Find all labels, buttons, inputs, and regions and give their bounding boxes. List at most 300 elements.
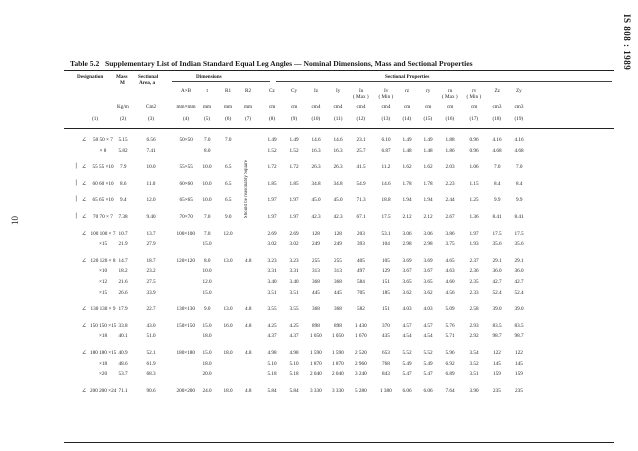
subheader-rv: ( Min ) <box>466 94 482 100</box>
iy-cell: 1 590 <box>332 350 344 356</box>
iz-cell: 445 <box>312 289 320 296</box>
zy-cell: 35.6 <box>514 241 524 248</box>
angle-symbol: ∠ <box>81 137 87 143</box>
iz-cell: 14.6 <box>311 137 321 143</box>
rv-cell: 2.35 <box>469 279 479 285</box>
rz-cell: 1.94 <box>402 197 412 204</box>
col-number-1: (1) <box>92 116 99 122</box>
r1-cell: 13.0 <box>223 257 233 264</box>
t-cell: 24.0 <box>202 387 212 394</box>
cz-cell: 5.10 <box>267 360 277 367</box>
iv-cell: 370 <box>382 322 390 329</box>
col-number-6: (6) <box>225 116 232 122</box>
iz-cell: 1 870 <box>310 360 322 367</box>
iu-cell: 71.3 <box>356 197 366 204</box>
mass-cell: 53.7 <box>118 371 128 378</box>
col-number-8: (8) <box>269 116 276 122</box>
mass-cell: 8.6 <box>120 180 127 187</box>
mass-cell: 18.2 <box>118 268 128 275</box>
header-ry: ry <box>426 88 431 94</box>
zz-cell: 35.6 <box>492 241 502 248</box>
rv-cell: 1.06 <box>469 164 479 171</box>
cy-cell: 1.85 <box>289 180 299 187</box>
designation-cell: 65 65 ×10 <box>92 197 114 204</box>
area-cell: 23.2 <box>146 268 156 275</box>
iv-cell: 17.5 <box>381 214 391 220</box>
designation-cell: ×12 <box>99 279 108 285</box>
r1-cell: 6.5 <box>225 197 232 204</box>
rv-cell: 3.54 <box>469 350 479 356</box>
designation-cell: × 8 <box>99 147 107 154</box>
page-number: 10 <box>10 216 20 225</box>
ru-cell: 2.44 <box>445 197 455 204</box>
ab-cell: 120×120 <box>176 257 195 264</box>
ru-cell: 2.23 <box>445 180 455 187</box>
zy-cell: 9.9 <box>516 197 523 204</box>
iy-cell: 2 040 <box>332 371 344 378</box>
iu-cell: 54.9 <box>356 180 366 187</box>
zz-cell: 145 <box>493 360 501 367</box>
cy-cell: 1.72 <box>289 164 299 171</box>
cz-cell: 4.98 <box>267 350 277 356</box>
ry-cell: 4.57 <box>423 322 433 329</box>
ru-cell: 4.56 <box>445 289 455 296</box>
header-area-symbol: Area, a <box>139 80 156 86</box>
table-number: Table 5.2 <box>70 59 100 68</box>
col-number-18: (18) <box>492 116 502 122</box>
r1-cell: 6.5 <box>225 180 232 187</box>
iy-cell: 3 330 <box>332 387 344 394</box>
rv-cell: 2.58 <box>469 306 479 313</box>
iv-cell: 768 <box>382 360 390 367</box>
r2-cell: 4.8 <box>245 322 252 329</box>
mass-cell: 40.9 <box>118 350 128 356</box>
designation-cell: 130 130 × 9 <box>90 306 116 313</box>
ab-cell: 100×100 <box>176 230 195 237</box>
unit-5: mm <box>244 104 253 110</box>
iu-cell: 393 <box>357 241 365 248</box>
designation-cell: 100 100 × 7 <box>90 230 116 237</box>
area-cell: 27.9 <box>146 241 156 248</box>
mass-cell: 21.9 <box>118 241 128 248</box>
iv-cell: 105 <box>382 257 390 264</box>
cz-cell: 3.23 <box>267 257 277 264</box>
table-title <box>70 59 473 68</box>
mass-cell: 17.9 <box>118 306 128 313</box>
area-cell: 22.7 <box>146 306 156 313</box>
unit-6: cm <box>269 104 276 110</box>
zz-cell: 36.0 <box>492 268 502 275</box>
zy-cell: 145 <box>515 360 523 367</box>
rz-cell: 5.49 <box>402 360 412 367</box>
cz-cell: 3.31 <box>267 268 277 275</box>
ab-cell: 180×180 <box>176 350 195 356</box>
zz-cell: 9.9 <box>494 197 501 204</box>
iy-cell: 42.3 <box>333 214 343 220</box>
iy-cell: 368 <box>334 306 342 313</box>
cy-cell: 3.40 <box>289 279 299 285</box>
col-number-3: (3) <box>148 116 155 122</box>
iz-cell: 1 050 <box>310 333 322 340</box>
iu-cell: 23.1 <box>356 137 366 143</box>
rv-cell: 1.15 <box>469 180 479 187</box>
ab-cell: 50×50 <box>179 137 193 143</box>
t-cell: 7.0 <box>204 214 211 220</box>
t-cell: 7.0 <box>204 137 211 143</box>
t-cell: 20.0 <box>202 371 212 378</box>
t-cell: 12.0 <box>202 279 212 285</box>
ry-cell: 5.52 <box>423 350 433 356</box>
zz-cell: 98.7 <box>492 333 502 340</box>
margin-mark: | <box>75 179 77 186</box>
designation-cell: ×15 <box>99 241 108 248</box>
col-number-10: (10) <box>311 116 321 122</box>
col-number-14: (14) <box>402 116 412 122</box>
iu-cell: 497 <box>357 268 365 275</box>
ab-cell: 200×200 <box>176 387 195 394</box>
rz-cell: 1.78 <box>402 180 412 187</box>
iy-cell: 249 <box>334 241 342 248</box>
zz-cell: 4.68 <box>492 147 502 154</box>
iu-cell: 3 240 <box>355 371 367 378</box>
iv-cell: 6.10 <box>381 137 391 143</box>
zz-cell: 8.4 <box>494 180 501 187</box>
rv-cell: 3.52 <box>469 360 479 367</box>
area-cell: 9.40 <box>146 214 156 220</box>
designation-cell: 50 50 × 7 <box>93 137 113 143</box>
designation-cell: 60 60 ×10 <box>92 180 114 187</box>
zy-cell: 235 <box>515 387 523 394</box>
ab-cell: 150×150 <box>176 322 195 329</box>
iv-cell: 14.6 <box>381 180 391 187</box>
cy-cell: 2.69 <box>289 230 299 237</box>
col-number-5: (5) <box>204 116 211 122</box>
mass-cell: 5.15 <box>118 137 128 143</box>
angle-symbol: ∠ <box>81 306 87 313</box>
iz-cell: 128 <box>312 230 320 237</box>
ru-cell: 3.86 <box>445 230 455 237</box>
angle-symbol: ∠ <box>81 197 87 204</box>
r1-cell: 12.0 <box>223 230 233 237</box>
iz-cell: 34.8 <box>311 180 321 187</box>
margin-mark: | <box>75 213 77 219</box>
ry-cell: 3.06 <box>423 230 433 237</box>
rz-cell: 4.03 <box>402 306 412 313</box>
area-cell: 10.0 <box>146 164 156 171</box>
zy-cell: 29.1 <box>514 257 524 264</box>
r1-cell: 18.0 <box>223 387 233 394</box>
mass-cell: 7.38 <box>118 214 128 220</box>
col-number-7: (7) <box>245 116 252 122</box>
ry-cell: 5.47 <box>423 371 433 378</box>
ry-cell: 1.78 <box>423 180 433 187</box>
area-cell: 90.6 <box>146 387 156 394</box>
header-designation: Designation <box>77 74 104 80</box>
ru-cell: 5.71 <box>445 333 455 340</box>
iu-cell: 584 <box>357 279 365 285</box>
area-cell: 33.9 <box>146 289 156 296</box>
cy-cell: 3.55 <box>289 306 299 313</box>
ab-cell: 65×65 <box>179 197 193 204</box>
iz-cell: 16.3 <box>311 147 321 154</box>
iz-cell: 42.3 <box>311 214 321 220</box>
zy-cell: 42.7 <box>514 279 524 285</box>
unit-9: cm4 <box>333 104 343 110</box>
col-number-13: (13) <box>381 116 391 122</box>
t-cell: 7.0 <box>204 230 211 237</box>
iu-cell: 2 520 <box>355 350 367 356</box>
ru-cell: 4.60 <box>445 279 455 285</box>
iy-cell: 313 <box>334 268 342 275</box>
header-r1: R1 <box>225 88 232 94</box>
angle-symbol: ∠ <box>81 387 87 394</box>
iz-cell: 368 <box>312 279 320 285</box>
cy-cell: 3.23 <box>289 257 299 264</box>
rv-cell: 1.25 <box>469 197 479 204</box>
designation-cell: 200 200 ×24 <box>90 387 117 394</box>
area-cell: 43.0 <box>146 322 156 329</box>
angle-symbol: ∠ <box>81 257 87 264</box>
area-cell: 11.0 <box>146 180 156 187</box>
cy-cell: 5.10 <box>289 360 299 367</box>
angle-symbol: ∠ <box>81 350 87 356</box>
unit-7: cm <box>291 104 298 110</box>
header-area: Sectional <box>138 74 159 80</box>
t-cell: 18.0 <box>202 360 212 367</box>
ry-cell: 2.98 <box>423 241 433 248</box>
mass-cell: 48.6 <box>118 360 128 367</box>
designation-cell: ×18 <box>99 333 108 340</box>
mass-cell: 7.9 <box>120 164 127 171</box>
rz-cell: 6.06 <box>402 387 412 394</box>
iz-cell: 1 590 <box>310 350 322 356</box>
ru-cell: 7.64 <box>445 387 455 394</box>
angle-symbol: ∠ <box>81 230 87 237</box>
area-cell: 27.5 <box>146 279 156 285</box>
ru-cell: 3.75 <box>445 241 455 248</box>
ru-cell: 6.89 <box>445 371 455 378</box>
iu-cell: 5 280 <box>355 387 367 394</box>
rz-cell: 4.57 <box>402 322 412 329</box>
cz-cell: 4.37 <box>267 333 277 340</box>
iz-cell: 2 040 <box>310 371 322 378</box>
cz-cell: 5.84 <box>267 387 277 394</box>
t-cell: 18.0 <box>202 333 212 340</box>
rz-cell: 2.12 <box>402 214 412 220</box>
sectional-underline <box>276 81 612 82</box>
dimensions-underline <box>172 81 270 82</box>
mass-cell: 26.6 <box>118 289 128 296</box>
mass-cell: 33.8 <box>118 322 128 329</box>
zz-cell: 235 <box>493 387 501 394</box>
ry-cell: 1.62 <box>423 164 433 171</box>
cy-cell: 4.25 <box>289 322 299 329</box>
angle-symbol: ∠ <box>81 180 87 187</box>
ru-cell: 1.86 <box>445 147 455 154</box>
zz-cell: 122 <box>493 350 501 356</box>
angle-symbol: ∠ <box>81 164 87 171</box>
ry-cell: 2.12 <box>423 214 433 220</box>
unit-11: cm4 <box>381 104 391 110</box>
col-number-16: (16) <box>445 116 455 122</box>
iu-cell: 203 <box>357 230 365 237</box>
subheader-ru: ( Max ) <box>442 94 458 100</box>
header-iz: Iz <box>314 88 319 94</box>
iu-cell: 67.1 <box>356 214 366 220</box>
iy-cell: 128 <box>334 230 342 237</box>
rz-cell: 1.49 <box>402 137 412 143</box>
header-iv: Iv <box>384 88 389 94</box>
zy-cell: 17.5 <box>514 230 524 237</box>
rv-cell: 2.92 <box>469 333 479 340</box>
area-cell: 6.56 <box>146 137 156 143</box>
zz-cell: 83.5 <box>492 322 502 329</box>
iy-cell: 445 <box>334 289 342 296</box>
iz-cell: 249 <box>312 241 320 248</box>
iv-cell: 843 <box>382 371 390 378</box>
header-cy: Cy <box>291 88 298 94</box>
designation-cell: ×20 <box>99 371 108 378</box>
cz-cell: 5.18 <box>267 371 277 378</box>
t-cell: 10.0 <box>202 164 212 171</box>
cz-cell: 4.25 <box>267 322 277 329</box>
rz-cell: 5.52 <box>402 350 412 356</box>
header-r2: R2 <box>245 88 252 94</box>
header-t: t <box>206 88 208 94</box>
col-number-12: (12) <box>356 116 366 122</box>
cy-cell: 3.31 <box>289 268 299 275</box>
iv-cell: 185 <box>382 289 390 296</box>
iv-cell: 104 <box>382 241 390 248</box>
t-cell: 15.0 <box>202 241 212 248</box>
header-ab: A×B <box>181 88 192 94</box>
cy-cell: 1.97 <box>289 197 299 204</box>
rv-cell: 2.37 <box>469 257 479 264</box>
rv-cell: 2.33 <box>469 289 479 296</box>
rz-cell: 3.67 <box>402 268 412 275</box>
iz-cell: 368 <box>312 306 320 313</box>
mass-cell: 40.1 <box>118 333 128 340</box>
t-cell: 15.0 <box>202 289 212 296</box>
r1-cell: 6.5 <box>225 164 232 171</box>
header-zz: Zz <box>494 88 500 94</box>
mass-cell: 14.7 <box>118 257 128 264</box>
unit-2: mm×mm <box>176 104 196 110</box>
iv-cell: 53.1 <box>381 230 391 237</box>
iu-cell: 1 430 <box>355 322 367 329</box>
ry-cell: 4.54 <box>423 333 433 340</box>
unit-15: cm <box>471 104 478 110</box>
header-dimensions: Dimensions <box>196 74 222 80</box>
rz-cell: 1.48 <box>402 147 412 154</box>
header-sectional-properties: Sectional Properties <box>385 74 430 80</box>
cz-cell: 2.69 <box>267 230 277 237</box>
angle-symbol: ∠ <box>81 322 87 329</box>
cy-cell: 1.49 <box>289 137 299 143</box>
unit-17: cm3 <box>514 104 524 110</box>
ru-cell: 2.67 <box>445 214 455 220</box>
t-cell: 8.0 <box>204 257 211 264</box>
rv-cell: 0.96 <box>469 137 479 143</box>
zy-cell: 8.4 <box>516 180 523 187</box>
margin-mark: | <box>75 196 77 203</box>
col-number-17: (17) <box>469 116 479 122</box>
iy-cell: 898 <box>334 322 342 329</box>
header-rz: rz <box>405 88 410 94</box>
zz-cell: 8.41 <box>492 214 502 220</box>
col-number-15: (15) <box>423 116 433 122</box>
mass-cell: 9.4 <box>120 197 127 204</box>
area-cell: 12.0 <box>146 197 156 204</box>
iv-cell: 151 <box>382 279 390 285</box>
mass-cell: 10.7 <box>118 230 128 237</box>
unit-8: cm4 <box>311 104 321 110</box>
ry-cell: 3.65 <box>423 279 433 285</box>
zz-cell: 29.1 <box>492 257 502 264</box>
r2-cell: 4.8 <box>245 350 252 356</box>
standard-number: IS 808 : 1989 <box>622 14 632 71</box>
header-mass-symbol: M <box>120 80 125 86</box>
unit-13: cm <box>425 104 432 110</box>
cz-cell: 1.52 <box>267 147 277 154</box>
subheader-iu: ( Max ) <box>353 94 369 100</box>
t-cell: 8.0 <box>204 147 211 154</box>
iu-cell: 582 <box>357 306 365 313</box>
ab-cell: 130×130 <box>176 306 195 313</box>
rz-cell: 5.47 <box>402 371 412 378</box>
cy-cell: 1.97 <box>289 214 299 220</box>
iu-cell: 25.7 <box>356 147 366 154</box>
iv-cell: 129 <box>382 268 390 275</box>
ry-cell: 3.67 <box>423 268 433 275</box>
unit-3: mm <box>203 104 212 110</box>
zy-cell: 8.41 <box>514 214 524 220</box>
r1-cell: 7.0 <box>225 137 232 143</box>
col-number-19: (19) <box>514 116 524 122</box>
ab-cell: 55×55 <box>179 164 193 171</box>
iy-cell: 26.3 <box>333 164 343 171</box>
ry-cell: 1.94 <box>423 197 433 204</box>
cz-cell: 1.97 <box>267 214 277 220</box>
designation-cell: ×10 <box>99 268 108 275</box>
mass-cell: 5.82 <box>118 147 128 154</box>
iv-cell: 6.87 <box>381 147 391 154</box>
ry-cell: 5.49 <box>423 360 433 367</box>
iz-cell: 45.0 <box>311 197 321 204</box>
header-ru: ru <box>448 88 453 94</box>
ru-cell: 2.03 <box>445 164 455 171</box>
zz-cell: 7.0 <box>494 164 501 171</box>
cz-cell: 1.49 <box>267 137 277 143</box>
area-cell: 51.0 <box>146 333 156 340</box>
zy-cell: 7.0 <box>516 164 523 171</box>
zy-cell: 36.0 <box>514 268 524 275</box>
zy-cell: 39.0 <box>514 306 524 313</box>
zy-cell: 4.68 <box>514 147 524 154</box>
subheader-iv: ( Min ) <box>378 94 394 100</box>
iu-cell: 1 670 <box>355 333 367 340</box>
area-cell: 68.3 <box>146 371 156 378</box>
ab-cell: 60×60 <box>179 180 193 187</box>
iy-cell: 34.8 <box>333 180 343 187</box>
cz-cell: 3.40 <box>267 279 277 285</box>
ru-cell: 4.65 <box>445 257 455 264</box>
designation-cell: 180 180 ×15 <box>90 350 117 356</box>
table-caption: Supplementary List of Indian Standard Equal Leg Angles — Nominal Dimensions, Mass and Sectional Properties <box>104 59 473 68</box>
cz-cell: 3.55 <box>267 306 277 313</box>
mass-cell: 71.1 <box>118 387 128 394</box>
ru-cell: 6.92 <box>445 360 455 367</box>
